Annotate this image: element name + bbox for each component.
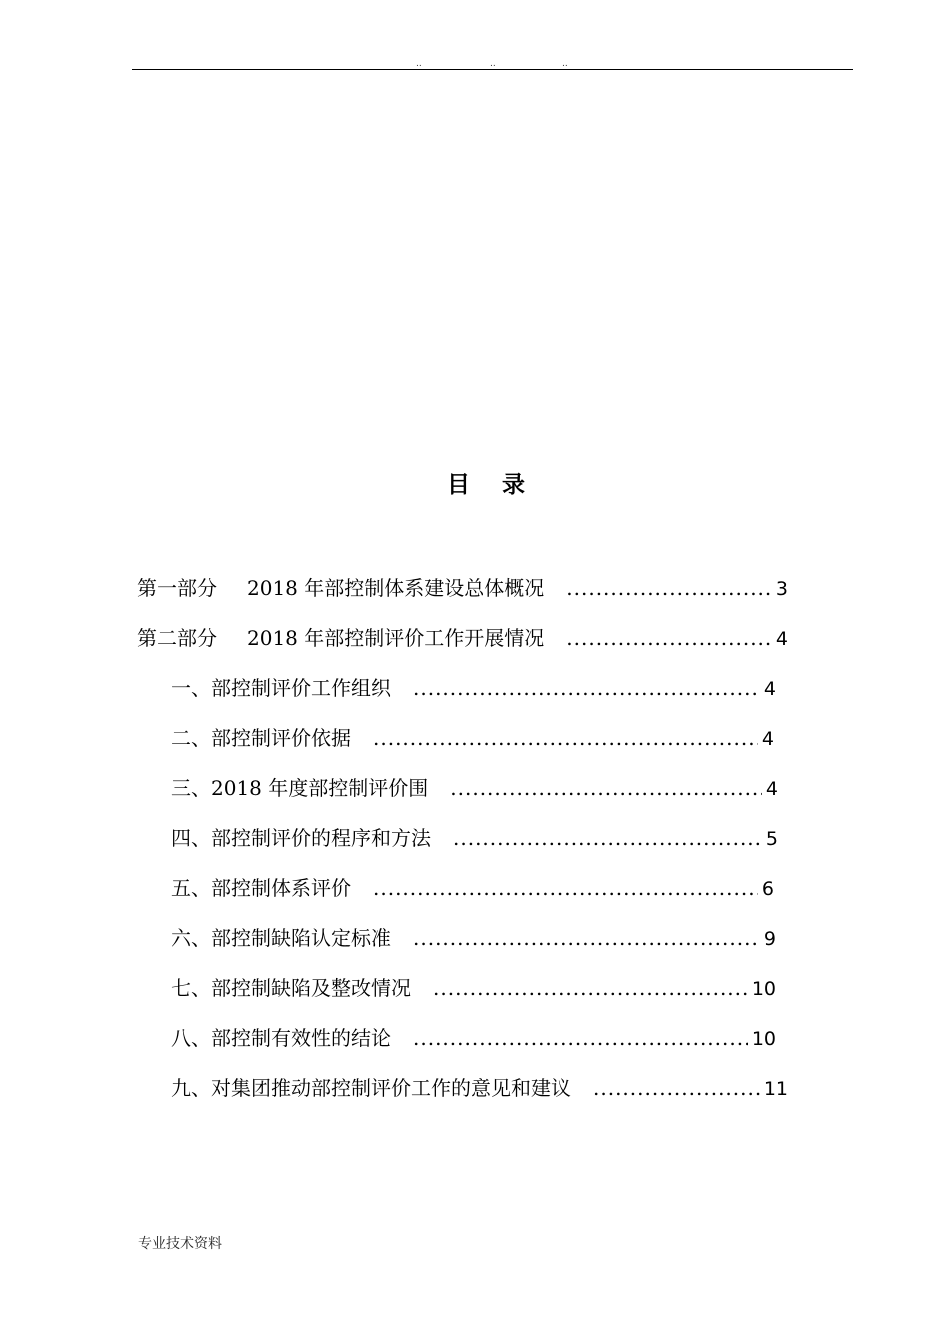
dot-leader (413, 674, 760, 702)
toc-part-label: 第一部分 (137, 576, 217, 600)
toc-entry-section-4[interactable] (171, 824, 778, 853)
toc-entry-text: 六、部控制缺陷认定标准 (171, 926, 391, 950)
dot-leader (450, 774, 762, 802)
dot-leader (373, 724, 758, 752)
toc-page-number: 9 (763, 928, 776, 950)
footer-text: 专业技术资料 (138, 1236, 222, 1252)
toc-title: 目 录 (446, 472, 537, 498)
toc-entry-part-2[interactable] (137, 624, 788, 653)
dot-leader (566, 624, 772, 652)
toc-page-number: 5 (765, 828, 778, 850)
header-mark: .. (416, 59, 422, 69)
dot-leader (413, 1024, 748, 1052)
toc-entry-section-3[interactable] (171, 774, 778, 803)
toc-entry-part-1[interactable] (137, 574, 788, 603)
dot-leader (566, 574, 772, 602)
toc-entry-text: 二、部控制评价依据 (171, 726, 351, 750)
toc-entry-text: 九、对集团推动部控制评价工作的意见和建议 (171, 1076, 571, 1100)
toc-page-number: 10 (751, 1028, 776, 1050)
dot-leader (593, 1074, 760, 1102)
toc-page-number: 4 (763, 678, 776, 700)
toc-entry-text: 2018 年部控制评价工作开展情况 (247, 626, 545, 650)
header-rule (132, 69, 853, 70)
toc-page-number: 4 (761, 728, 774, 750)
toc-entry-section-9[interactable] (171, 1074, 788, 1103)
toc-entry-text: 三、2018 年度部控制评价围 (171, 776, 429, 800)
toc-page-number: 4 (765, 778, 778, 800)
dot-leader (453, 824, 762, 852)
toc-entry-text: 五、部控制体系评价 (171, 876, 351, 900)
toc-entry-section-7[interactable] (171, 974, 776, 1003)
toc-entry-text: 四、部控制评价的程序和方法 (171, 826, 431, 850)
toc-entry-text: 八、部控制有效性的结论 (171, 1026, 391, 1050)
toc-entry-section-2[interactable] (171, 724, 774, 753)
header-mark: .. (562, 59, 568, 69)
toc-entry-section-1[interactable] (171, 674, 776, 703)
toc-entry-section-8[interactable] (171, 1024, 776, 1053)
toc-page-number: 4 (775, 628, 788, 650)
toc-entry-section-5[interactable] (171, 874, 774, 903)
toc-part-label: 第二部分 (137, 626, 217, 650)
toc-entry-section-6[interactable] (171, 924, 776, 953)
toc-page-number: 6 (761, 878, 774, 900)
toc-entry-text: 2018 年部控制体系建设总体概况 (247, 576, 545, 600)
toc-entry-text: 七、部控制缺陷及整改情况 (171, 976, 411, 1000)
toc-page-number: 3 (775, 578, 788, 600)
dot-leader (373, 874, 758, 902)
dot-leader (433, 974, 748, 1002)
toc-page-number: 10 (751, 978, 776, 1000)
toc-page-number: 11 (763, 1078, 788, 1100)
header-mark: .. (490, 59, 496, 69)
toc-entry-text: 一、部控制评价工作组织 (171, 676, 391, 700)
dot-leader (413, 924, 760, 952)
